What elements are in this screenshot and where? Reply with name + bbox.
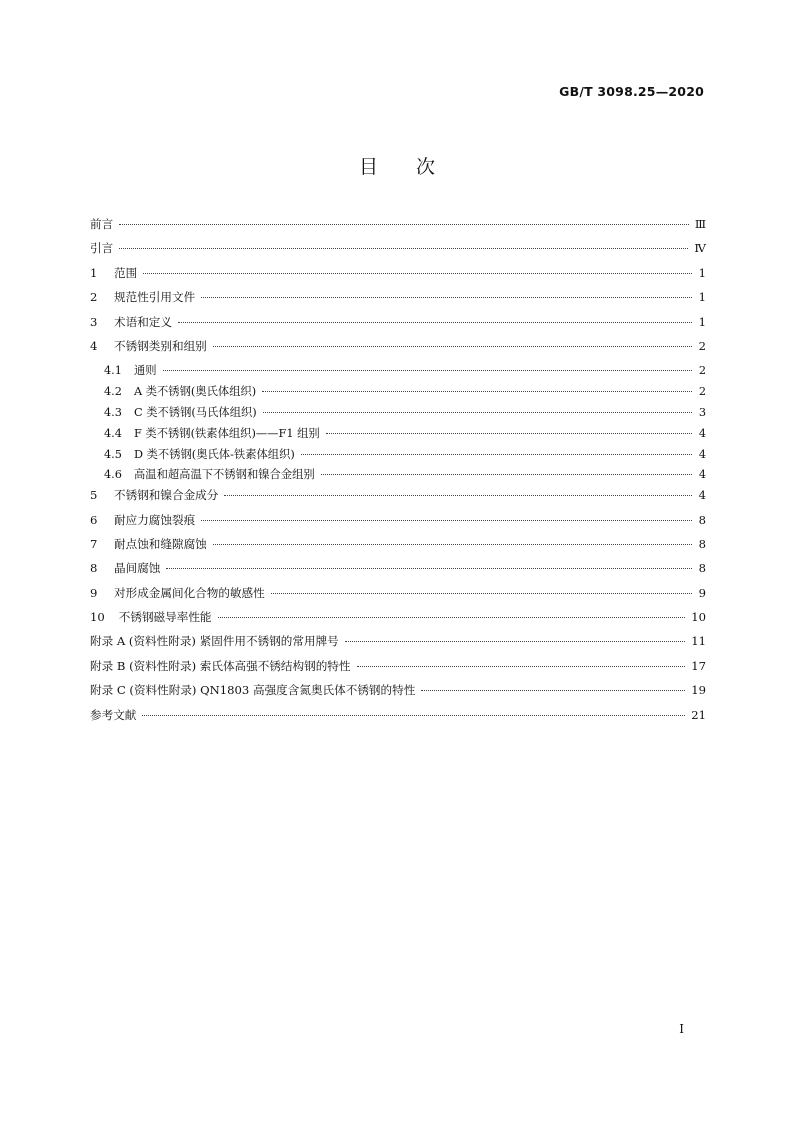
toc-entry[interactable] xyxy=(90,446,706,467)
dot-leader xyxy=(166,568,692,569)
toc-entry-text: C 类不锈钢(马氏体组织) xyxy=(133,405,257,419)
toc-entry-label xyxy=(90,682,415,698)
toc-entry-text: 不锈钢类别和组别 xyxy=(114,338,207,353)
toc-entry-page: 2 xyxy=(698,338,706,353)
toc-entry-page: 4 xyxy=(698,468,706,482)
toc-entry-text: 不锈钢和镍合金成分 xyxy=(114,488,219,503)
toc-entry[interactable] xyxy=(90,585,706,609)
toc-entry-page: 2 xyxy=(698,364,706,378)
dot-leader xyxy=(143,273,692,274)
toc-entry-text: 附录 B (资料性附录) 索氏体高强不锈结构钢的特性 xyxy=(90,658,351,673)
page-title: 目次 xyxy=(358,156,473,178)
dot-leader xyxy=(119,224,689,225)
toc-entry-number: 6 xyxy=(90,512,98,527)
toc-entry-label xyxy=(90,338,207,354)
page-number: I xyxy=(679,1022,684,1036)
toc-entry-page: 21 xyxy=(691,707,706,722)
toc-entry-number: 3 xyxy=(90,314,98,329)
toc-entry[interactable] xyxy=(90,362,706,383)
toc-entry-label xyxy=(90,536,207,552)
toc-entry-page: Ⅳ xyxy=(694,241,706,256)
dot-leader xyxy=(178,322,692,323)
toc-entry[interactable] xyxy=(90,383,706,404)
toc-entry-label xyxy=(90,560,160,576)
toc-entry-number: 4 xyxy=(90,338,98,353)
toc-entry-label xyxy=(90,314,172,330)
dot-leader xyxy=(421,690,685,691)
toc-entry[interactable] xyxy=(90,487,706,511)
toc-entry-label xyxy=(90,216,113,232)
toc-entry-page: 9 xyxy=(698,585,706,600)
dot-leader xyxy=(119,248,688,249)
toc-entry-page: 8 xyxy=(698,536,706,551)
toc-entry-label xyxy=(90,512,195,528)
toc-entry-page: 8 xyxy=(698,512,706,527)
toc-entry[interactable] xyxy=(90,682,706,706)
toc-entry-text: 附录 A (资料性附录) 紧固件用不锈钢的常用牌号 xyxy=(90,634,339,649)
toc-entry[interactable] xyxy=(90,289,706,313)
toc-entry-text: 高温和超高温下不锈钢和镍合金组别 xyxy=(133,468,315,482)
toc-entry-number: 9 xyxy=(90,585,98,600)
toc-entry-text: 通则 xyxy=(133,364,157,378)
dot-leader xyxy=(201,297,692,298)
dot-leader xyxy=(201,520,692,521)
toc-entry-page: 19 xyxy=(691,683,706,698)
toc-entry[interactable] xyxy=(90,633,706,657)
toc-entry-number: 1 xyxy=(90,265,98,280)
toc-entry-number: 5 xyxy=(90,488,98,503)
toc-entry-text: 引言 xyxy=(90,241,114,256)
toc-entry[interactable] xyxy=(90,707,706,731)
toc-entry[interactable] xyxy=(90,240,706,264)
toc-entry-number: 7 xyxy=(90,536,98,551)
toc-entry[interactable] xyxy=(90,338,706,362)
toc-entry-page: 1 xyxy=(698,290,706,305)
toc-entry-text: 范围 xyxy=(114,265,138,280)
toc-entry-number: 8 xyxy=(90,561,98,576)
dot-leader xyxy=(218,617,686,618)
toc-entry-number: 4.2 xyxy=(104,385,122,399)
dot-leader xyxy=(326,433,692,434)
dot-leader xyxy=(357,666,686,667)
dot-leader xyxy=(142,715,685,716)
toc-entry-label xyxy=(90,658,351,674)
toc-entry[interactable] xyxy=(90,512,706,536)
toc-entry-page: 2 xyxy=(698,385,706,399)
toc-entry[interactable] xyxy=(90,536,706,560)
toc-entry-text: 耐点蚀和缝隙腐蚀 xyxy=(114,536,207,551)
dot-leader xyxy=(271,593,692,594)
standard-number: GB/T 3098.25—2020 xyxy=(559,84,704,99)
toc-entry-label xyxy=(90,487,218,503)
toc-entry-text: 附录 C (资料性附录) QN1803 高强度含氮奥氏体不锈钢的特性 xyxy=(90,683,416,698)
toc-entry-page: 4 xyxy=(698,426,706,440)
toc-entry-page: Ⅲ xyxy=(694,217,706,231)
toc-entry-text: 参考文献 xyxy=(90,707,137,722)
dot-leader xyxy=(262,391,692,392)
toc-entry-text: 术语和定义 xyxy=(114,314,172,329)
toc-entry-page: 10 xyxy=(691,610,706,625)
toc-entry[interactable] xyxy=(90,216,706,240)
toc-entry-page: 4 xyxy=(698,447,706,461)
toc-entry-label xyxy=(90,707,136,723)
toc-entry-text: 前言 xyxy=(90,217,114,231)
dot-leader xyxy=(213,544,692,545)
toc-entry-text: 耐应力腐蚀裂痕 xyxy=(114,512,196,527)
toc-entry-label xyxy=(90,609,212,625)
toc-entry[interactable] xyxy=(90,609,706,633)
toc-entry-text: 规范性引用文件 xyxy=(114,290,196,305)
toc-entry[interactable] xyxy=(90,466,706,487)
toc-entry-label xyxy=(90,265,137,281)
toc-entry-label xyxy=(90,633,339,649)
toc-entry-page: 3 xyxy=(698,405,706,419)
toc-entry-label xyxy=(104,404,257,420)
toc-entry-text: F 类不锈钢(铁素体组织)——F1 组别 xyxy=(133,426,320,440)
toc-entry-number: 4.4 xyxy=(104,426,122,440)
toc-entry-number: 4.5 xyxy=(104,447,122,461)
toc-entry-text: 晶间腐蚀 xyxy=(114,561,161,576)
toc-entry-number: 2 xyxy=(90,290,98,305)
dot-leader xyxy=(163,370,692,371)
toc-entry-text: 对形成金属间化合物的敏感性 xyxy=(114,585,265,600)
dot-leader xyxy=(263,412,692,413)
toc-entry-number: 4.3 xyxy=(104,405,122,419)
toc-entry-text: D 类不锈钢(奥氏体-铁素体组织) xyxy=(133,447,295,461)
toc-entry[interactable] xyxy=(90,425,706,446)
dot-leader xyxy=(345,641,685,642)
toc-entry[interactable] xyxy=(90,265,706,289)
toc-entry-page: 11 xyxy=(691,634,706,649)
table-of-contents xyxy=(90,216,706,731)
toc-entry-label xyxy=(104,466,315,482)
toc-entry-page: 8 xyxy=(698,561,706,576)
dot-leader xyxy=(213,346,692,347)
toc-entry-label xyxy=(104,425,320,441)
dot-leader xyxy=(224,495,692,496)
toc-entry-page: 1 xyxy=(698,314,706,329)
dot-leader xyxy=(301,454,692,455)
toc-entry[interactable] xyxy=(90,658,706,682)
toc-entry-page: 17 xyxy=(691,658,706,673)
toc-entry-label xyxy=(104,383,256,399)
toc-entry-number: 4.6 xyxy=(104,468,122,482)
toc-entry-label xyxy=(90,289,195,305)
toc-entry-page: 4 xyxy=(698,488,706,503)
toc-entry-label xyxy=(104,362,157,378)
toc-entry[interactable] xyxy=(90,404,706,425)
toc-entry-text: 不锈钢磁导率性能 xyxy=(118,610,212,625)
toc-entry-page: 1 xyxy=(698,265,706,280)
toc-entry-number: 4.1 xyxy=(104,364,122,378)
toc-entry-number: 10 xyxy=(90,610,105,625)
dot-leader xyxy=(321,474,692,475)
toc-entry-label xyxy=(90,585,265,601)
toc-entry-text: A 类不锈钢(奥氏体组织) xyxy=(133,385,257,399)
toc-entry-label xyxy=(90,240,113,256)
toc-entry[interactable] xyxy=(90,314,706,338)
toc-entry[interactable] xyxy=(90,560,706,584)
toc-entry-label xyxy=(104,446,295,462)
